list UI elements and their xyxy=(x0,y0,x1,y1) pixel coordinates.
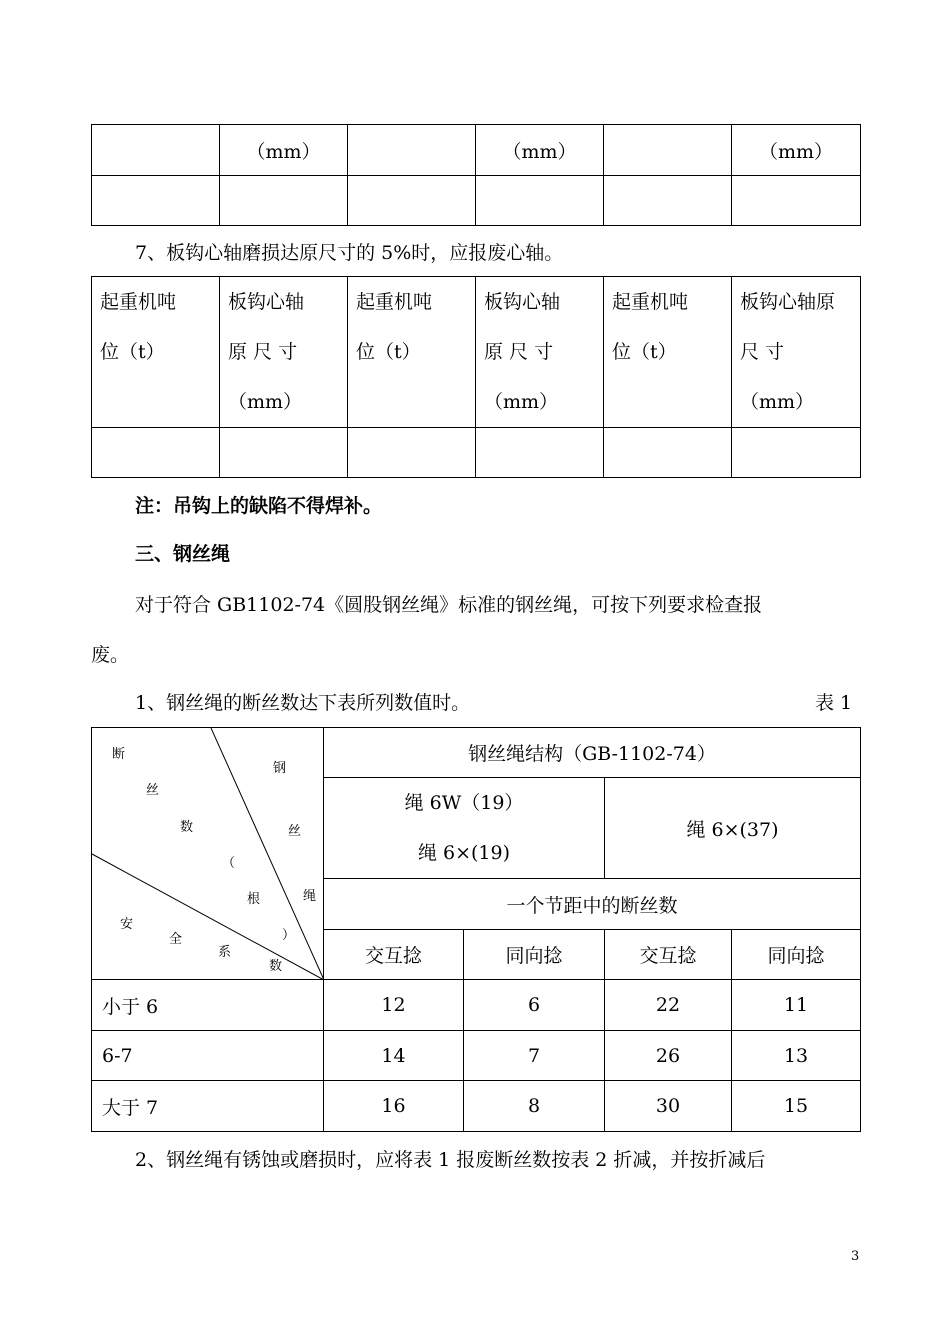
table-cell: 30 xyxy=(605,1081,732,1132)
table-cell: （mm） xyxy=(476,125,604,176)
table-cell: 26 xyxy=(605,1031,732,1081)
table-cell: 7 xyxy=(464,1031,605,1081)
rope-type-a: 绳 6W（19） 绳 6×(19) xyxy=(324,778,605,879)
table-label: 表 1 xyxy=(815,692,853,714)
diag-label: （ xyxy=(222,856,236,871)
diag-label: 断 xyxy=(112,747,126,762)
diagonal-header-cell xyxy=(92,728,324,980)
table-cell: 6 xyxy=(464,980,605,1031)
diag-label: 根 xyxy=(247,892,261,907)
table-cell xyxy=(476,428,604,478)
header-cell-shaft-size: 板钩心轴 原 尺 寸 （mm） xyxy=(220,277,348,428)
lay-type-header: 同向捻 xyxy=(464,930,605,980)
table-cell xyxy=(732,176,861,226)
shaft-table xyxy=(91,276,861,478)
table-cell: 22 xyxy=(605,980,732,1031)
safety-factor-cell: 6-7 xyxy=(92,1031,324,1081)
item-1-text: 1、钢丝绳的断丝数达下表所列数值时。 xyxy=(135,692,471,714)
top-table xyxy=(91,124,861,226)
diag-label: ） xyxy=(282,928,296,943)
table-cell: 8 xyxy=(464,1081,605,1132)
table-cell: 11 xyxy=(732,980,861,1031)
table-cell xyxy=(604,176,732,226)
item-2-text: 2、钢丝绳有锈蚀或磨损时，应将表 1 报废断丝数按表 2 折减，并按折减后 xyxy=(135,1149,766,1171)
table-cell xyxy=(476,176,604,226)
structure-header: 钢丝绳结构（GB-1102-74） xyxy=(324,728,861,778)
table-cell: 13 xyxy=(732,1031,861,1081)
table-cell: 15 xyxy=(732,1081,861,1132)
break-count-header: 一个节距中的断丝数 xyxy=(324,879,861,930)
header-cell-shaft-size: 板钩心轴原 尺 寸 （mm） xyxy=(732,277,861,428)
table-cell xyxy=(604,428,732,478)
table-cell xyxy=(92,125,220,176)
wire-rope-table xyxy=(91,727,861,1132)
table-cell xyxy=(220,428,348,478)
table-cell xyxy=(732,428,861,478)
table-cell xyxy=(348,125,476,176)
diag-label: 绳 xyxy=(303,889,317,904)
table-cell xyxy=(92,176,220,226)
diag-label: 丝 xyxy=(288,824,302,839)
table-cell: （mm） xyxy=(220,125,348,176)
diag-label: 系 xyxy=(218,945,232,960)
header-cell-shaft-size: 板钩心轴 原 尺 寸 （mm） xyxy=(476,277,604,428)
table-cell: 14 xyxy=(324,1031,464,1081)
intro-paragraph: 对于符合 GB1102-74《圆股钢丝绳》标准的钢丝绳，可按下列要求检查报 xyxy=(135,594,763,616)
item-7-text: 7、板钩心轴磨损达原尺寸的 5%时，应报废心轴。 xyxy=(135,242,564,264)
table-cell xyxy=(348,428,476,478)
diag-label: 丝 xyxy=(146,783,160,798)
safety-factor-cell: 小于 6 xyxy=(92,980,324,1031)
table-cell: 12 xyxy=(324,980,464,1031)
header-cell-tonnage: 起重机吨 位（t） xyxy=(348,277,476,428)
table-cell xyxy=(348,176,476,226)
safety-factor-cell: 大于 7 xyxy=(92,1081,324,1132)
header-cell-tonnage: 起重机吨 位（t） xyxy=(92,277,220,428)
diag-label: 数 xyxy=(180,820,194,835)
rope-type-b: 绳 6×(37) xyxy=(605,778,861,879)
header-cell-tonnage: 起重机吨 位（t） xyxy=(604,277,732,428)
diag-label: 数 xyxy=(269,959,283,974)
diag-label: 安 xyxy=(120,917,134,932)
intro-paragraph-cont: 废。 xyxy=(91,644,130,666)
note-text: 注：吊钩上的缺陷不得焊补。 xyxy=(135,495,383,517)
table-cell: 16 xyxy=(324,1081,464,1132)
lay-type-header: 交互捻 xyxy=(605,930,732,980)
page-number: 3 xyxy=(851,1249,860,1264)
table-cell xyxy=(220,176,348,226)
lay-type-header: 交互捻 xyxy=(324,930,464,980)
section-heading: 三、钢丝绳 xyxy=(135,543,231,565)
table-cell: （mm） xyxy=(732,125,861,176)
lay-type-header: 同向捻 xyxy=(732,930,861,980)
table-cell xyxy=(92,428,220,478)
diag-label: 全 xyxy=(169,932,183,947)
table-cell xyxy=(604,125,732,176)
diag-label: 钢 xyxy=(273,761,287,776)
